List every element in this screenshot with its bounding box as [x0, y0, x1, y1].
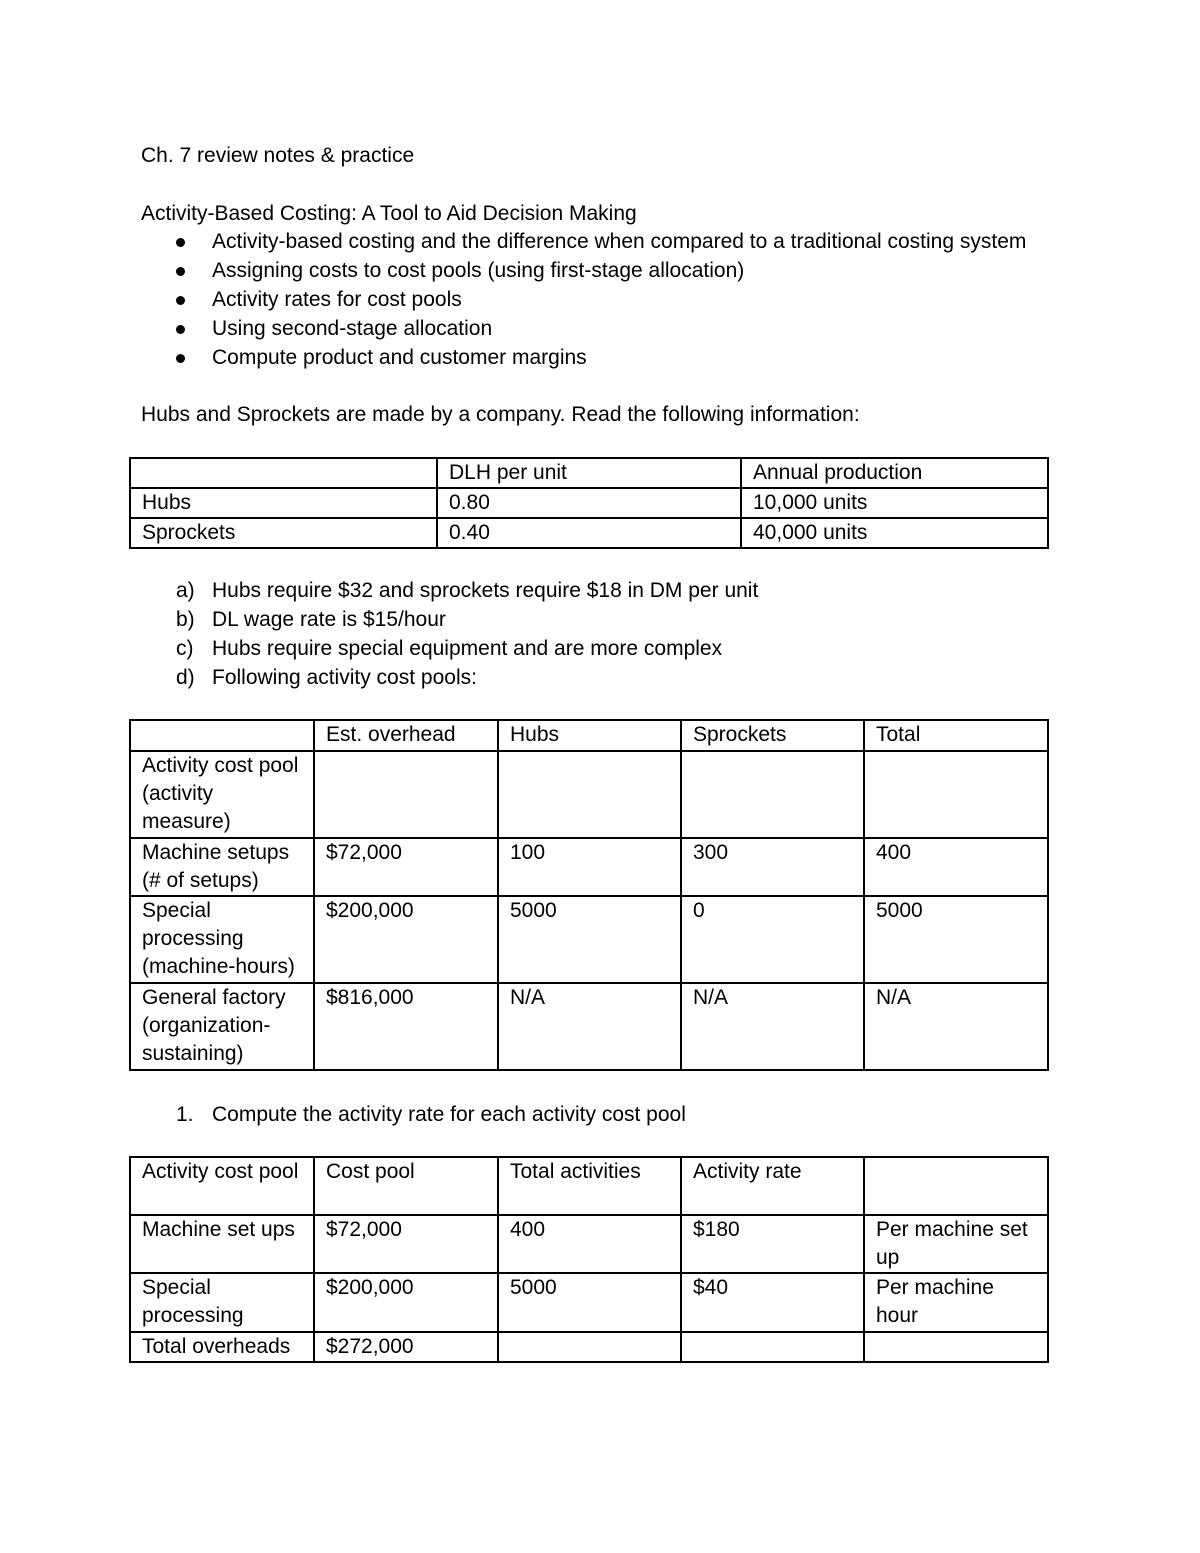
question-number: 1.	[176, 1103, 194, 1126]
table-header-cell: Cost pool	[314, 1157, 498, 1215]
table-cell: 100	[498, 838, 681, 896]
bullet-dot-icon	[176, 267, 185, 276]
table-cell: $40	[681, 1273, 864, 1332]
note-marker: b)	[176, 608, 195, 631]
note-item	[141, 635, 758, 664]
table-cell: Sprockets	[130, 518, 437, 548]
table-cell: Total overheads	[130, 1332, 314, 1362]
table-cell: Per machine set up	[864, 1215, 1048, 1273]
table-cell: 300	[681, 838, 864, 896]
table-cell: N/A	[681, 983, 864, 1070]
table-header-cell: Activity cost pool	[130, 1157, 314, 1215]
note-marker: a)	[176, 579, 195, 602]
table-cell: 400	[864, 838, 1048, 896]
table-header-cell: Total	[864, 720, 1048, 751]
bullet-text: Compute product and customer margins	[212, 346, 587, 369]
table-cell: Machine set ups	[130, 1215, 314, 1273]
table-cell: Activity cost pool (activity measure)	[130, 751, 314, 838]
cost-pool-table	[129, 719, 1049, 1071]
bullet-dot-icon	[176, 296, 185, 305]
table-cell: 0	[681, 896, 864, 983]
table-cell: Special processing (machine-hours)	[130, 896, 314, 983]
notes-list	[141, 577, 758, 693]
table-cell: $272,000	[314, 1332, 498, 1362]
table-header-cell: Est. overhead	[314, 720, 498, 751]
bullet-item	[141, 286, 1026, 315]
bullet-text: Using second-stage allocation	[212, 317, 493, 340]
table-cell	[681, 751, 864, 838]
note-text: Following activity cost pools:	[212, 666, 477, 689]
bullet-text: Activity rates for cost pools	[212, 288, 462, 311]
topic-bullet-list	[141, 228, 1026, 373]
table-row	[130, 896, 1048, 983]
table-row	[130, 838, 1048, 896]
table-cell: $200,000	[314, 1273, 498, 1332]
table-cell: N/A	[864, 983, 1048, 1070]
note-text: Hubs require special equipment and are more complex	[212, 637, 723, 660]
note-marker: d)	[176, 666, 195, 689]
table-cell: $180	[681, 1215, 864, 1273]
note-item	[141, 577, 758, 606]
bullet-item	[141, 315, 1026, 344]
table-row	[130, 983, 1048, 1070]
table-cell	[314, 751, 498, 838]
table-header-cell: Total activities	[498, 1157, 681, 1215]
table-row	[130, 488, 1048, 518]
bullet-dot-icon	[176, 325, 185, 334]
bullet-item	[141, 228, 1026, 257]
table-cell: Machine setups (# of setups)	[130, 838, 314, 896]
intro-text: Hubs and Sprockets are made by a company. Read the following information:	[141, 403, 860, 426]
table-cell	[864, 751, 1048, 838]
table-cell	[681, 1332, 864, 1362]
table-cell: 0.40	[437, 518, 741, 548]
table-cell: Special processing	[130, 1273, 314, 1332]
table-cell	[864, 1332, 1048, 1362]
note-item	[141, 606, 758, 635]
table-header-row	[130, 720, 1048, 751]
table-cell: 5000	[498, 1273, 681, 1332]
table-row	[130, 1332, 1048, 1362]
table-cell: Hubs	[130, 488, 437, 518]
table-header-row	[130, 1157, 1048, 1215]
table-cell: $816,000	[314, 983, 498, 1070]
bullet-dot-icon	[176, 354, 185, 363]
production-table	[129, 457, 1049, 549]
note-text: DL wage rate is $15/hour	[212, 608, 446, 631]
table-cell: $72,000	[314, 1215, 498, 1273]
table-cell	[498, 751, 681, 838]
activity-rate-table	[129, 1156, 1049, 1363]
table-cell: 400	[498, 1215, 681, 1273]
table-header-cell: DLH per unit	[437, 458, 741, 488]
table-cell: $200,000	[314, 896, 498, 983]
table-row	[130, 751, 1048, 838]
table-header-cell	[130, 720, 314, 751]
table-cell: Per machine hour	[864, 1273, 1048, 1332]
bullet-item	[141, 257, 1026, 286]
question-text: Compute the activity rate for each activity cost pool	[212, 1103, 686, 1126]
bullet-item	[141, 344, 1026, 373]
bullet-dot-icon	[176, 238, 185, 247]
note-text: Hubs require $32 and sprockets require $18 in DM per unit	[212, 579, 759, 602]
table-row	[130, 518, 1048, 548]
table-cell: 10,000 units	[741, 488, 1048, 518]
table-header-cell: Hubs	[498, 720, 681, 751]
table-cell: 5000	[864, 896, 1048, 983]
bullet-text: Activity-based costing and the difference when compared to a traditional costing system	[212, 230, 1027, 253]
table-cell: 40,000 units	[741, 518, 1048, 548]
table-row	[130, 1215, 1048, 1273]
table-cell	[498, 1332, 681, 1362]
note-marker: c)	[176, 637, 194, 660]
table-header-cell	[864, 1157, 1048, 1215]
table-cell: 5000	[498, 896, 681, 983]
table-header-cell: Sprockets	[681, 720, 864, 751]
table-header-cell	[130, 458, 437, 488]
bullet-text: Assigning costs to cost pools (using first-stage allocation)	[212, 259, 745, 282]
table-cell: General factory (organization-sustaining)	[130, 983, 314, 1070]
table-header-cell: Annual production	[741, 458, 1048, 488]
table-row	[130, 1273, 1048, 1332]
table-cell: 0.80	[437, 488, 741, 518]
page-title: Ch. 7 review notes & practice	[141, 144, 415, 167]
table-header-cell: Activity rate	[681, 1157, 864, 1215]
note-item	[141, 664, 758, 693]
table-header-row	[130, 458, 1048, 488]
section-heading: Activity-Based Costing: A Tool to Aid Decision Making	[141, 202, 637, 225]
table-cell: $72,000	[314, 838, 498, 896]
table-cell: N/A	[498, 983, 681, 1070]
